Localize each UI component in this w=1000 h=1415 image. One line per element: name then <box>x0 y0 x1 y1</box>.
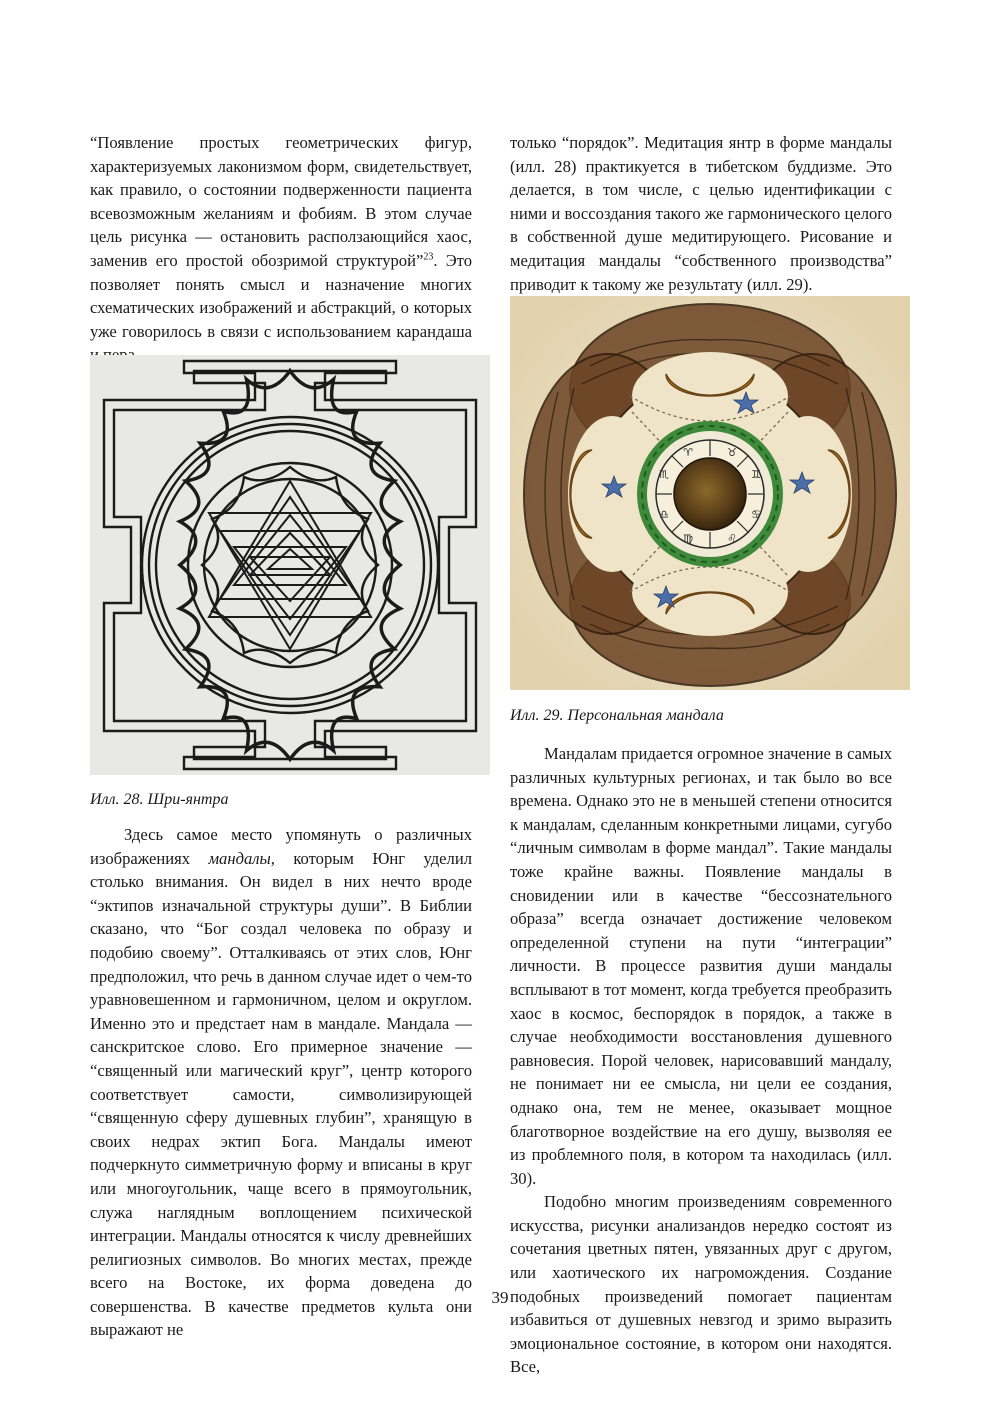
figure-sri-yantra <box>90 355 490 775</box>
paragraph-1-text: “Появление простых геометрических фигур, характеризуемых лаконизмом форм, свидетельствует, как правило, о состоянии подверженности пациента всевозможным желаниям и фобиям. В этом случае цель рисунка — остановить расползающийся хаос, заменив его простой обозримой структурой” <box>90 133 472 270</box>
personal-mandala-drawing <box>510 296 910 690</box>
paragraph-2-text: Здесь самое место упомянуть о различных изображениях <box>90 825 472 868</box>
left-column-bottom <box>90 823 472 1342</box>
svg-text:♊: ♊ <box>751 468 761 481</box>
svg-text:♋: ♋ <box>751 508 761 521</box>
right-paragraph-2: Мандалам придается огромное значение в самых различных культурных регионах, и так было во все времена. Однако это не в меньшей степени относится к мандалам, сделанным конкретными лицами, сугубо “личным символам в форме мандал”. Такие мандалы тоже крайне важны. Появление мандалы в сновидении или в качестве “бессознательного образа” всегда означает достижение человеком определенной ступени на пути “интеграции” личности. В процессе развития души мандалы всплывают в тот момент, когда требуется преобразить хаос в космос, беспорядок в порядок, а также в случае необходимости восстановления душевного равновесия. Порой человек, нарисовавший мандалу, не понимает ни ее смысла, ни цели ее создания, однако она, тем не менее, оказывает мощное благотворное воздействие на его душу, вызволяя ее из проблемного поля, в котором та находилась (илл. 30). <box>510 744 892 1188</box>
paragraph-1 <box>90 131 472 367</box>
page-number: 39 <box>491 1288 509 1307</box>
svg-text:♏: ♏ <box>659 468 669 481</box>
left-column-top <box>90 131 472 367</box>
figure-28-caption: Илл. 28. Шри-янтра <box>90 791 229 808</box>
svg-text:♉: ♉ <box>727 446 737 459</box>
svg-text:♌: ♌ <box>727 532 737 545</box>
svg-text:♈: ♈ <box>683 446 693 459</box>
figure-personal-mandala <box>510 296 910 690</box>
paragraph-2 <box>90 823 472 1342</box>
right-paragraph-3: Подобно многим произведениям современного искусства, рисунки анализандов нередко состоят из сочетания цветных пятен, увязанных друг с другом, или хаотического их нагромождения. Создание подобных произведений помогает пациентам избавиться от душевных невзгод и зримо выразить эмоциональное состояние, в котором они находятся. Все, <box>510 1192 892 1377</box>
paragraph-2-text-cont: , которым Юнг уделил столько внимания. Он видел в них нечто вроде “эктипов изначальной структуры души”. В Библии сказано, что “Бог создал человека по образу и подобию своему”. Отталкиваясь от этих слов, Юнг предположил, что речь в данном случае идет о чем-то уравновешенном и гармоничном, целом и округлом. Именно это и предстает нам в мандале. Мандала — санскритское слово. Его примерное значение — “священный или магический круг”, центр которого соответствует самости, символизирующей “священную сферу душевных глубин”, хранящую в своих недрах эктип Бога. Мандалы имеют подчеркнуто симметричную форму и вписаны в круг или многоугольник, чаще всего в прямоугольник, служа наглядным воплощением психической интеграции. Мандалы относятся к числу древнейших религиозных символов. Во многих местах, прежде всего на Востоке, их форма доведена до совершенства. В качестве предметов культа они выражают не <box>90 848 472 1340</box>
svg-text:♍: ♍ <box>683 532 693 545</box>
right-column-bottom <box>510 742 892 1379</box>
svg-text:♎: ♎ <box>659 508 669 521</box>
right-paragraph-1: только “порядок”. Медитация янтр в форме мандалы (илл. 28) практикуется в тибетском буддизме. Это делается, в том числе, с целью идентификации с ними и воссоздания такого же гармонического целого в собственной душе медитирующего. Рисование и медитация мандалы “собственного производства” приводит к такому же результату (илл. 29). <box>510 133 892 294</box>
footnote-ref[interactable]: 23 <box>423 251 434 263</box>
sri-yantra-drawing <box>90 355 490 775</box>
right-column-top <box>510 131 892 296</box>
emphasis-mandala: мандалы <box>208 848 271 868</box>
figure-29-caption: Илл. 29. Персональная мандала <box>510 707 724 724</box>
paragraph-1-text-cont: . Это позволяет понять смысл и назначение многих схематических изображений и абстракций, о которых уже говорилось в связи с использованием карандаша <box>90 250 472 341</box>
